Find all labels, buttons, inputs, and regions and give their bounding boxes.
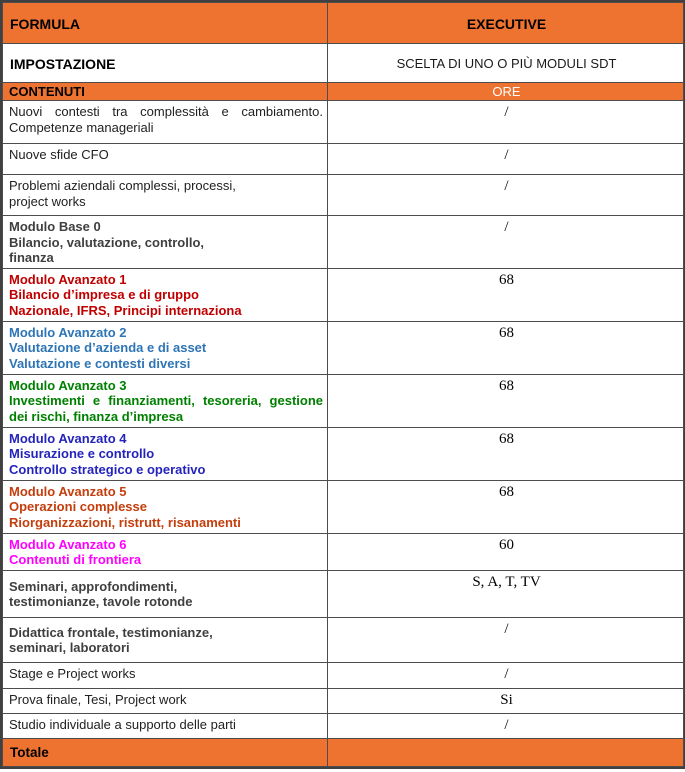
table-row — [3, 144, 684, 175]
row-text-line: Modulo Avanzato 5 — [9, 483, 127, 499]
row-text-line: Modulo Base 0 — [9, 219, 101, 234]
row-hours-value: / — [328, 216, 684, 269]
table-row — [3, 713, 684, 738]
table-row — [3, 101, 684, 144]
row-topic — [3, 374, 328, 427]
row-text-line: Didattica frontale, testimonianze, — [9, 624, 213, 640]
row-text-line: Modulo Avanzato 2 — [9, 324, 127, 340]
row-hours-value: 68 — [328, 427, 684, 480]
row-hours-value: 68 — [328, 374, 684, 427]
table-row — [3, 216, 684, 269]
row-topic — [3, 662, 328, 688]
row-text-line: Modulo Avanzato 6 — [9, 536, 127, 552]
table-row — [3, 268, 684, 321]
row-text-line: Bilancio, valutazione, controllo, — [9, 234, 205, 250]
row-text-line: Contenuti di frontiera — [9, 552, 142, 567]
row-hours-value: / — [328, 175, 684, 216]
row-hours-value: 68 — [328, 480, 684, 533]
row-text-line: finanza — [9, 250, 54, 265]
row-hours-value: / — [328, 101, 684, 144]
formula-executive-table — [2, 2, 684, 767]
ore-label: ORE — [328, 83, 684, 101]
row-hours-value: / — [328, 617, 684, 662]
row-text-line: Misurazione e controllo — [9, 446, 155, 461]
totale-label — [3, 738, 328, 766]
table-row — [3, 427, 684, 480]
row-topic — [3, 144, 328, 175]
row-text-line: Modulo Avanzato 3 — [9, 377, 127, 393]
row-topic — [3, 713, 328, 738]
table-row — [3, 662, 684, 688]
table-row — [3, 617, 684, 662]
row-topic — [3, 216, 328, 269]
contenuti-label: CONTENUTI — [3, 83, 328, 101]
table-row — [3, 321, 684, 374]
row-text-line: Seminari, approfondimenti, — [9, 578, 178, 594]
row-text-line: Valutazione d’azienda e di asset — [9, 340, 207, 355]
impostazione-value: SCELTA DI UNO O PIÙ MODULI SDT — [328, 44, 684, 83]
impostazione-row — [3, 44, 684, 83]
row-text-line: Prova finale, Tesi, Project work — [9, 691, 187, 707]
row-text-line: Studio individuale a supporto delle parti — [9, 716, 236, 732]
table-row — [3, 688, 684, 713]
row-hours-value: / — [328, 144, 684, 175]
table-row — [3, 374, 684, 427]
table-header-row — [3, 3, 684, 44]
row-topic — [3, 570, 328, 617]
row-text-line: Valutazione e contesti diversi — [9, 355, 191, 371]
row-hours-value — [328, 738, 684, 766]
row-text-line: Nuove sfide CFO — [9, 147, 109, 162]
row-text-line: testimonianze, tavole rotonde — [9, 594, 193, 609]
row-topic — [3, 268, 328, 321]
table-row — [3, 738, 684, 766]
impostazione-label: IMPOSTAZIONE — [3, 44, 328, 83]
row-hours-value: 68 — [328, 268, 684, 321]
row-hours-value: Si — [328, 688, 684, 713]
row-topic — [3, 533, 328, 570]
row-text-line: Controllo strategico e operativo — [9, 461, 206, 477]
row-text-line: Modulo Avanzato 4 — [9, 430, 127, 446]
row-text-line: Modulo Avanzato 1 — [9, 271, 127, 287]
row-topic — [3, 427, 328, 480]
row-topic — [3, 101, 328, 144]
header-formula: FORMULA — [3, 3, 328, 44]
row-text-line: Totale — [10, 744, 49, 760]
row-text-line: Stage e Project works — [9, 665, 136, 681]
row-hours-value: 60 — [328, 533, 684, 570]
row-hours-value: / — [328, 662, 684, 688]
row-topic — [3, 480, 328, 533]
row-hours-value: 68 — [328, 321, 684, 374]
row-text-line: Riorganizzazioni, ristrutt, risanamenti — [9, 514, 241, 530]
row-text-line: seminari, laboratori — [9, 640, 130, 655]
row-topic — [3, 617, 328, 662]
table-row — [3, 570, 684, 617]
table-row — [3, 533, 684, 570]
row-topic — [3, 175, 328, 216]
row-text-line: project works — [9, 193, 86, 209]
row-text-line: Problemi aziendali complessi, processi, — [9, 178, 236, 193]
row-text-paragraph: Investimenti e finanziamenti, tesoreria, gestione dei rischi, finanza d’impresa — [9, 393, 323, 424]
header-executive: EXECUTIVE — [328, 3, 684, 44]
contenuti-header-row — [3, 83, 684, 101]
row-text-line: Operazioni complesse — [9, 499, 147, 514]
row-topic — [3, 688, 328, 713]
row-text-paragraph: Nuovi contesti tra complessità e cambiamento. Competenze manageriali — [9, 104, 323, 135]
table-row — [3, 175, 684, 216]
row-hours-value: S, A, T, TV — [328, 570, 684, 617]
row-text-line: Nazionale, IFRS, Principi internaziona — [9, 302, 242, 318]
table-row — [3, 480, 684, 533]
row-topic — [3, 321, 328, 374]
row-text-line: Bilancio d’impresa e di gruppo — [9, 287, 199, 302]
row-hours-value: / — [328, 713, 684, 738]
